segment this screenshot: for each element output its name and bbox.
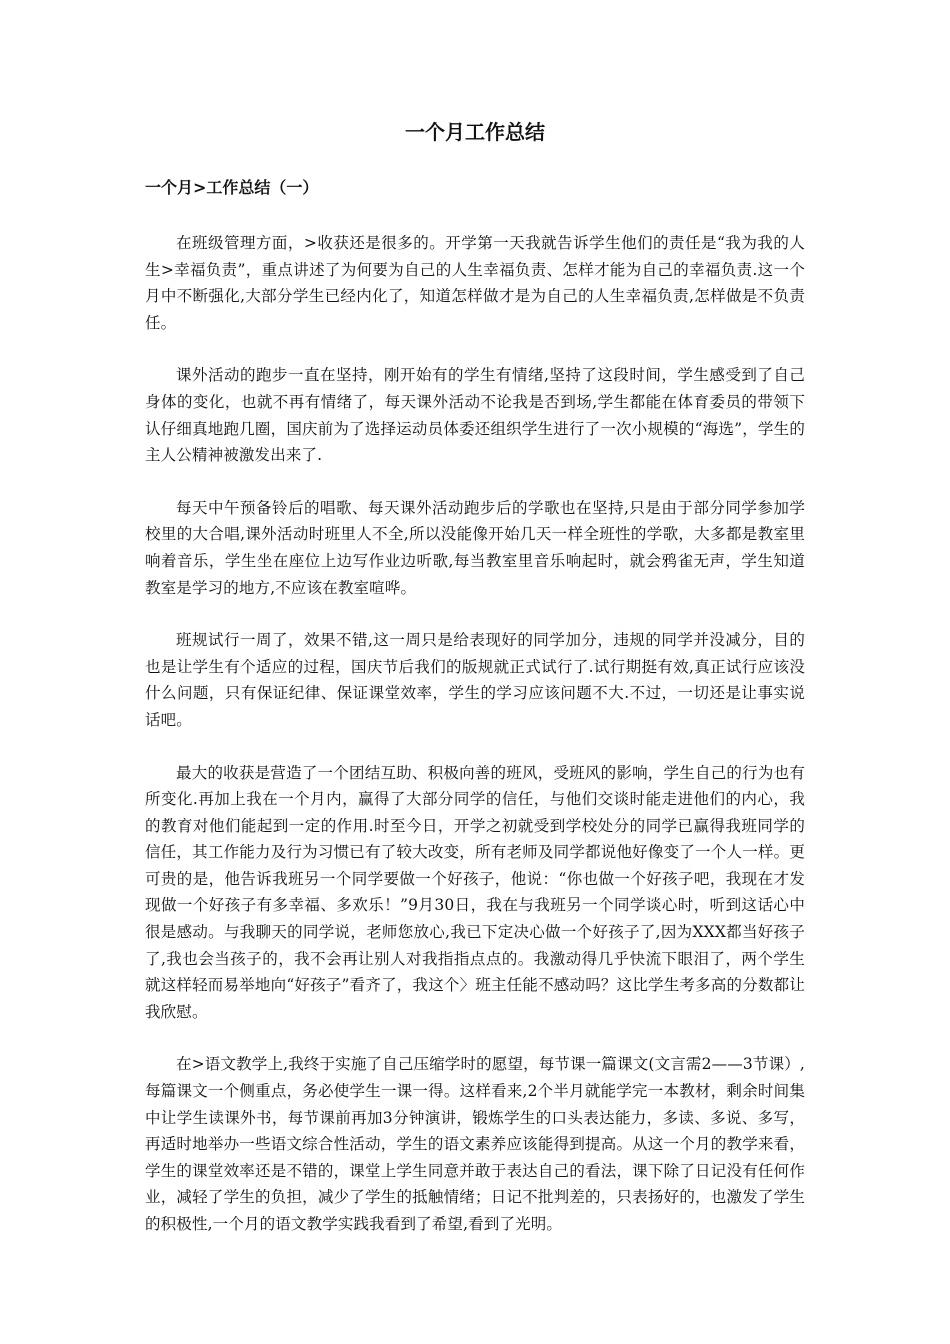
paragraph-class-management: 在班级管理方面，>收获还是很多的。开学第一天我就告诉学生他们的责任是“我为我的人生>幸福负责”，重点讲述了为何要为自己的人生幸福负责、怎样才能为自己的幸福负责.这一个月中不断强化,大部分学生已经内化了，知道怎样做才是为自己的人生幸福负责,怎样做是不负责任。 xyxy=(145,234,805,332)
section-title: 一个月>工作总结（一） xyxy=(145,178,319,197)
document-page xyxy=(145,118,805,1264)
paragraph-running: 课外活动的跑步一直在坚持，刚开始有的学生有情绪,坚持了这段时间，学生感受到了自己身体的变化，也就不再有情绪了，每天课外活动不论我是否到场,学生都能在体育委员的带领下认仔细真地跑几圈，国庆前为了选择运动员体委还组织学生进行了一次小规模的“海选”，学生的主人公精神被激发出来了. xyxy=(145,366,805,465)
paragraph-class-spirit: 最大的收获是营造了一个团结互助、积极向善的班风，受班风的影响，学生自己的行为也有所变化.再加上我在一个月内，赢得了大部分同学的信任，与他们交谈时能走进他们的内心，我的教育对他们能起到一定的作用.时至今日，开学之初就受到学校处分的同学已赢得我班同学的信任，其工作能力及行为习惯已有了较大改变，所有老师及同学都说他好像变了一个人一样。更可贵的是，他告诉我班另一个同学要做一个好孩子，他说：“你也做一个好孩子吧，我现在才发现做一个好孩子有多幸福、多欢乐！”9月30日，我在与我班另一个同学谈心时，听到这话心中很是感动。与我聊天的同学说，老师您放心,我已下定决心做一个好孩子了,因为XXX都当好孩子了,我也会当孩子的，我不会再让别人对我指指点点的。我激动得几乎快流下眼泪了，两个学生就这样轻而易举地向“好孩子”看齐了，我这个〉班主任能不感动吗？这比学生考多高的分数都让我欣慰。 xyxy=(145,763,805,1021)
paragraph-class-rules: 班规试行一周了，效果不错,这一周只是给表现好的同学加分，违规的同学并没减分，目的也是让学生有个适应的过程，国庆节后我们的版规就正式试行了.试行期挺有效,真正试行应该没什么问题，只有保证纪律、保证课堂效率，学生的学习应该问题不大.不过，一切还是让事实说话吧。 xyxy=(145,631,805,729)
paragraph-singing: 每天中午预备铃后的唱歌、每天课外活动跑步后的学歌也在坚持,只是由于部分同学参加学校里的大合唱,课外活动时班里人不全,所以没能像开始几天一样全班性的学歌，大多都是教室里响着音乐，学生坐在座位上边写作业边听歌,每当教室里音乐响起时，就会鸦雀无声，学生知道教室是学习的地方,不应该在教室喧哗。 xyxy=(145,498,805,597)
paragraph-chinese-teaching: 在>语文教学上,我终于实施了自己压缩学时的愿望，每节课一篇课文(文言需2——3节课）,每篇课文一个侧重点，务必使学生一课一得。这样看来,2个半月就能学完一本教材，剩余时间集中让学生读课外书，每节课前再加3分钟演讲，锻炼学生的口头表达能力，多读、多说、多写，再适时地举办一些语文综合性活动，学生的语文素养应该能得到提高。从这一个月的教学来看，学生的课堂效率还是不错的，课堂上学生同意并敢于表达自己的看法，课下除了日记没有任何作业，减轻了学生的负担，减少了学生的抵触情绪；日记不批判差的，只表扬好的，也激发了学生的积极性,一个月的语文教学实践我看到了希望,看到了光明。 xyxy=(145,1055,805,1233)
document-title: 一个月工作总结 xyxy=(405,120,545,144)
